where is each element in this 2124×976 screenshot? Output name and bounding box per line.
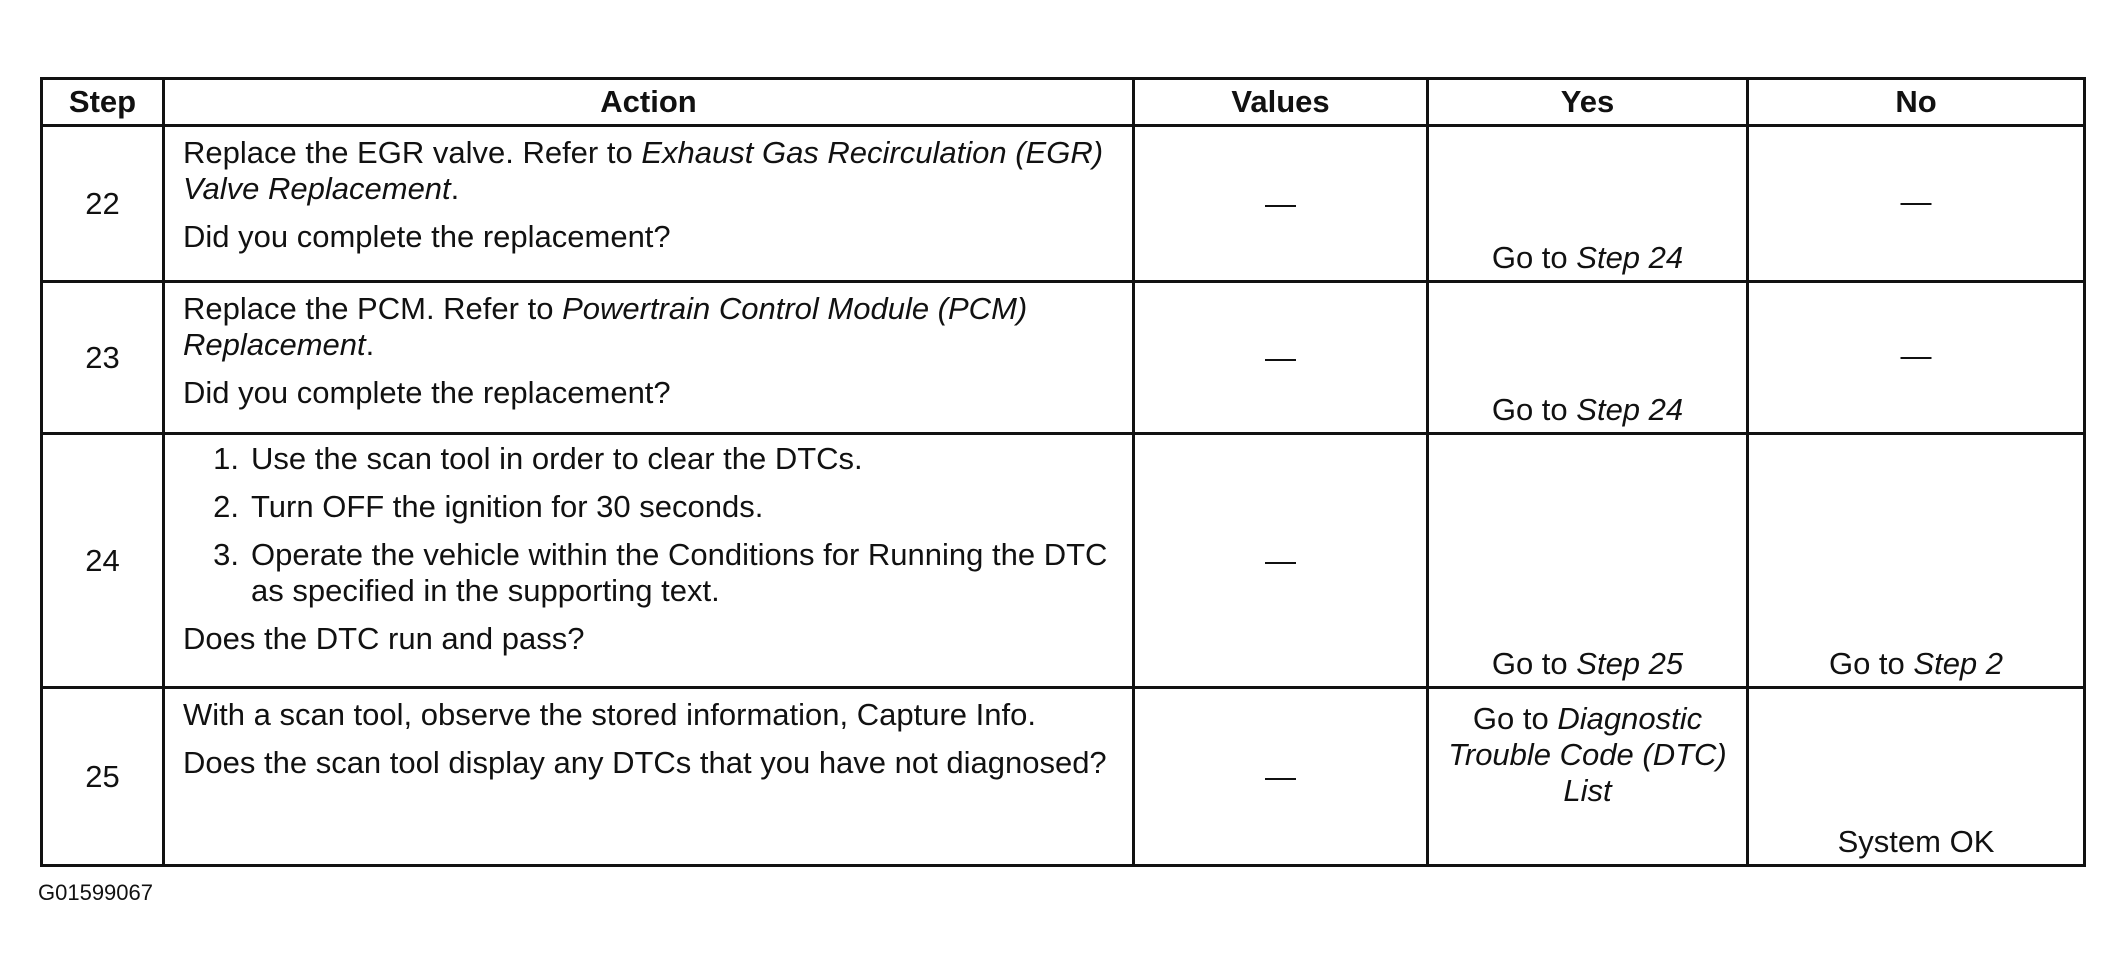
yes-reference: Diagnostic Trouble Code (DTC) List xyxy=(1448,701,1727,808)
no-cell: Go to Step 2 xyxy=(1748,434,2085,688)
header-step: Step xyxy=(42,79,164,126)
values-cell: — xyxy=(1134,126,1428,282)
yes-cell: Go to Step 24 xyxy=(1428,282,1748,434)
no-cell: System OK xyxy=(1748,688,2085,866)
header-yes: Yes xyxy=(1428,79,1748,126)
action-steps-list xyxy=(183,435,1114,609)
yes-reference: Step 24 xyxy=(1576,392,1684,427)
header-values: Values xyxy=(1134,79,1428,126)
step-number: 22 xyxy=(42,126,164,282)
yes-reference: Step 25 xyxy=(1576,646,1684,681)
no-cell: — xyxy=(1748,126,2085,282)
action-instruction: Replace the PCM. Refer to Powertrain Control Module (PCM) Replacement. xyxy=(183,291,1028,362)
header-action: Action xyxy=(164,79,1134,126)
table-header-row xyxy=(42,79,2085,126)
action-cell xyxy=(164,126,1134,282)
action-question: Did you complete the replacement? xyxy=(183,219,671,254)
action-question: Does the DTC run and pass? xyxy=(183,621,585,656)
action-cell xyxy=(164,282,1134,434)
yes-reference: Step 24 xyxy=(1576,240,1684,275)
no-cell: — xyxy=(1748,282,2085,434)
action-question: Does the scan tool display any DTCs that you have not diagnosed? xyxy=(183,745,1107,780)
yes-cell: Go to Diagnostic Trouble Code (DTC) List xyxy=(1428,688,1748,866)
list-item: 1. Use the scan tool in order to clear the DTCs. xyxy=(213,441,863,476)
reference-link: Powertrain Control Module (PCM) Replacement xyxy=(183,291,1028,362)
values-cell: — xyxy=(1134,434,1428,688)
step-number: 24 xyxy=(42,434,164,688)
table-row xyxy=(42,282,2085,434)
step-number: 25 xyxy=(42,688,164,866)
table-row xyxy=(42,688,2085,866)
table-row xyxy=(42,126,2085,282)
yes-cell: Go to Step 24 xyxy=(1428,126,1748,282)
action-question: Did you complete the replacement? xyxy=(183,375,671,410)
values-cell: — xyxy=(1134,688,1428,866)
diagnostic-table xyxy=(40,77,2086,867)
action-instruction: With a scan tool, observe the stored information, Capture Info. xyxy=(183,697,1036,732)
header-no: No xyxy=(1748,79,2085,126)
list-item: 2. Turn OFF the ignition for 30 seconds. xyxy=(213,489,764,524)
figure-id: G01599067 xyxy=(38,880,153,905)
action-cell xyxy=(164,434,1134,688)
action-cell xyxy=(164,688,1134,866)
table-row xyxy=(42,434,2085,688)
step-number: 23 xyxy=(42,282,164,434)
no-reference: Step 2 xyxy=(1913,646,2004,681)
yes-cell: Go to Step 25 xyxy=(1428,434,1748,688)
values-cell: — xyxy=(1134,282,1428,434)
action-instruction: Replace the EGR valve. Refer to Exhaust Gas Recirculation (EGR) Valve Replacement. xyxy=(183,135,1104,206)
reference-link: Exhaust Gas Recirculation (EGR) Valve Replacement xyxy=(183,135,1104,206)
list-item: 3. Operate the vehicle within the Conditions for Running the DTC as specified in the supporting text. xyxy=(213,537,1108,608)
